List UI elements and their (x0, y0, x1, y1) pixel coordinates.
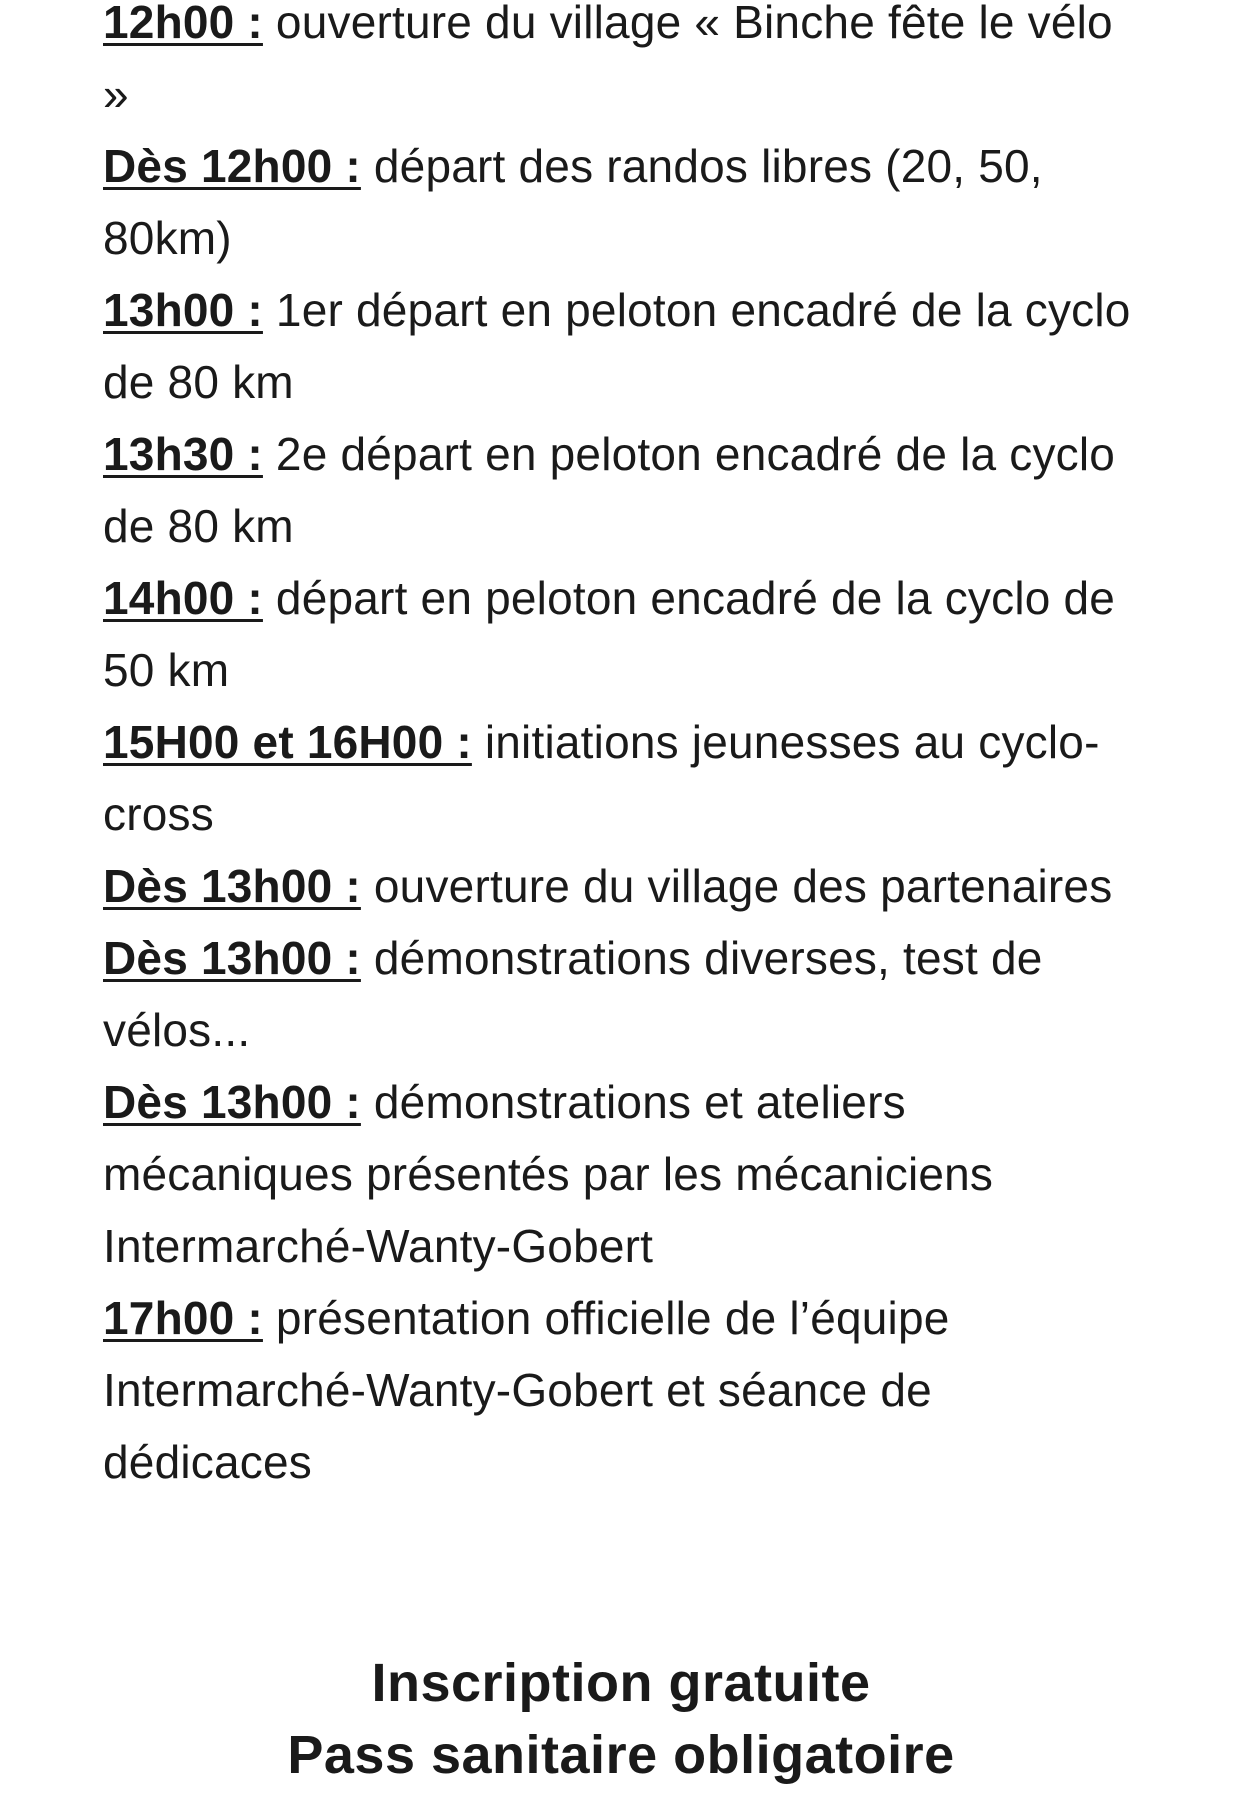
schedule-time: 17h00 : (103, 1292, 263, 1344)
schedule-entry (103, 130, 1143, 274)
schedule-description: initiations jeunesses au cyclo-cross (103, 716, 1100, 840)
health-pass-text: Pass sanitaire obligatoire (287, 1725, 955, 1785)
schedule-description: ouverture du village des partenaires (373, 860, 1113, 912)
schedule-entry (103, 562, 1143, 706)
schedule-time: 13h30 : (103, 428, 263, 480)
schedule-entry (103, 274, 1143, 418)
schedule-entry (103, 1282, 1143, 1498)
schedule-description: présentation officielle de l’équipe Intermarché-Wanty-Gobert et séance de dédicaces (103, 1292, 950, 1488)
schedule-description: 2e départ en peloton encadré de la cyclo de 80 km (103, 428, 1116, 552)
schedule-entry (103, 922, 1143, 1066)
schedule-time: 14h00 : (103, 572, 263, 624)
schedule-entry (103, 0, 1143, 130)
schedule-entry (103, 418, 1143, 562)
schedule-time: 13h00 : (103, 284, 263, 336)
schedule-description: ouverture du village « Binche fête le vélo » (103, 0, 1113, 120)
schedule-description: 1er départ en peloton encadré de la cyclo de 80 km (103, 284, 1131, 408)
schedule-list (103, 0, 1143, 1498)
footer-notice (0, 1647, 1242, 1791)
schedule-description: départ en peloton encadré de la cyclo de 50 km (103, 572, 1116, 696)
schedule-description: démonstrations diverses, test de vélos... (103, 932, 1043, 1056)
free-registration-text: Inscription gratuite (371, 1653, 871, 1713)
schedule-time: Dès 12h00 : (103, 140, 361, 192)
schedule-description: départ des randos libres (20, 50, 80km) (103, 140, 1043, 264)
schedule-time: 12h00 : (103, 0, 263, 48)
schedule-entry (103, 1066, 1143, 1282)
schedule-time: Dès 13h00 : (103, 1076, 361, 1128)
schedule-description: démonstrations et ateliers mécaniques présentés par les mécaniciens Intermarché-Wanty-Gobert (103, 1076, 994, 1272)
schedule-entry (103, 850, 1143, 922)
schedule-time: 15H00 et 16H00 : (103, 716, 472, 768)
schedule-time: Dès 13h00 : (103, 860, 361, 912)
schedule-entry (103, 706, 1143, 850)
schedule-time: Dès 13h00 : (103, 932, 361, 984)
